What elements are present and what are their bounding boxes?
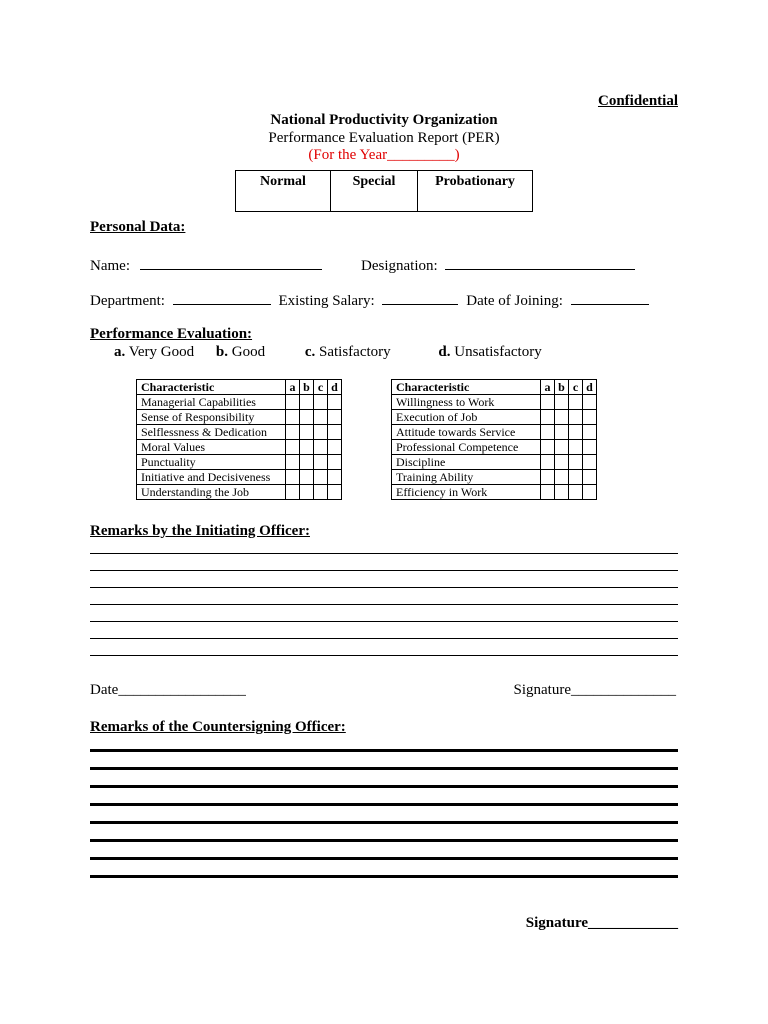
evaluation-table-left: [136, 379, 342, 500]
report-type-box: [235, 170, 533, 212]
scale-letter-a: a.: [114, 344, 126, 360]
grade-cell-c[interactable]: [569, 485, 583, 500]
characteristic-name: Professional Competence: [392, 440, 541, 455]
countersigning-remarks-line-1[interactable]: [90, 749, 678, 752]
grade-header-a: a: [541, 380, 555, 395]
grade-cell-a[interactable]: [541, 470, 555, 485]
grade-header-c: c: [314, 380, 328, 395]
grade-cell-d[interactable]: [583, 455, 597, 470]
table-row: [392, 425, 597, 440]
grade-cell-a[interactable]: [541, 395, 555, 410]
personal-data-heading: Personal Data:: [90, 219, 186, 235]
grade-cell-d[interactable]: [583, 425, 597, 440]
salary-field[interactable]: [382, 290, 458, 305]
grade-cell-a[interactable]: [541, 440, 555, 455]
grade-cell-d[interactable]: [583, 410, 597, 425]
designation-label: Designation:: [361, 258, 438, 274]
table-row: [137, 410, 342, 425]
grade-cell-a[interactable]: [286, 440, 300, 455]
grade-cell-b[interactable]: [300, 395, 314, 410]
countersigning-remarks-line-6[interactable]: [90, 839, 678, 842]
initiating-remarks-line-4[interactable]: [90, 604, 678, 605]
grade-cell-b[interactable]: [300, 485, 314, 500]
grade-cell-b[interactable]: [555, 470, 569, 485]
department-row: [90, 290, 649, 310]
grade-cell-a[interactable]: [541, 410, 555, 425]
table-row: [392, 470, 597, 485]
scale-label-c: Satisfactory: [319, 344, 391, 360]
evaluation-heading: Performance Evaluation:: [90, 326, 253, 342]
grade-cell-c[interactable]: [314, 485, 328, 500]
grade-header-b: b: [300, 380, 314, 395]
scale-label-b: Good: [231, 344, 266, 360]
initiating-remarks-line-2[interactable]: [90, 570, 678, 571]
report-title: Performance Evaluation Report (PER): [268, 130, 500, 146]
table-header-row: [392, 380, 597, 395]
characteristic-name: Moral Values: [137, 440, 286, 455]
department-label: Department:: [90, 293, 165, 309]
characteristic-header: Characteristic: [137, 380, 286, 395]
grade-header-d: d: [328, 380, 342, 395]
countersigning-remarks-line-7[interactable]: [90, 857, 678, 860]
table-row: [392, 440, 597, 455]
grade-header-c: c: [569, 380, 583, 395]
grade-cell-b[interactable]: [555, 425, 569, 440]
joining-label: Date of Joining:: [466, 293, 563, 309]
name-row: [90, 255, 322, 275]
initiating-remarks-line-6[interactable]: [90, 638, 678, 639]
grade-cell-a[interactable]: [286, 470, 300, 485]
countersigning-remarks-line-8[interactable]: [90, 875, 678, 878]
grade-cell-d[interactable]: [328, 440, 342, 455]
characteristic-header: Characteristic: [392, 380, 541, 395]
report-type-normal[interactable]: Normal: [236, 171, 331, 211]
grade-cell-b[interactable]: [555, 455, 569, 470]
name-label: Name:: [90, 258, 130, 274]
grade-cell-d[interactable]: [583, 395, 597, 410]
initiating-remarks-line-5[interactable]: [90, 621, 678, 622]
grade-cell-c[interactable]: [569, 395, 583, 410]
grade-cell-a[interactable]: [541, 425, 555, 440]
grade-cell-d[interactable]: [583, 440, 597, 455]
grade-cell-d[interactable]: [328, 455, 342, 470]
characteristic-name: Attitude towards Service: [392, 425, 541, 440]
report-type-probationary[interactable]: Probationary: [435, 174, 515, 189]
joining-field[interactable]: [571, 290, 649, 305]
grade-cell-c[interactable]: [569, 470, 583, 485]
characteristic-name: Willingness to Work: [392, 395, 541, 410]
grade-cell-c[interactable]: [569, 410, 583, 425]
countersigning-remarks-line-2[interactable]: [90, 767, 678, 770]
characteristic-name: Training Ability: [392, 470, 541, 485]
characteristic-name: Initiative and Decisiveness: [137, 470, 286, 485]
grade-cell-d[interactable]: [328, 485, 342, 500]
table-row: [137, 455, 342, 470]
table-row: [137, 470, 342, 485]
table-row: [392, 395, 597, 410]
confidential-label: Confidential: [597, 93, 678, 109]
evaluation-table-right: [391, 379, 597, 500]
grade-cell-b[interactable]: [300, 455, 314, 470]
characteristic-name: Execution of Job: [392, 410, 541, 425]
table-row: [137, 395, 342, 410]
characteristic-name: Punctuality: [137, 455, 286, 470]
initiating-remarks-line-1[interactable]: [90, 553, 678, 554]
grade-cell-b[interactable]: [555, 440, 569, 455]
scale-label-a: Very Good: [128, 344, 195, 360]
designation-field[interactable]: [445, 255, 635, 270]
scale-letter-c: c.: [304, 344, 316, 360]
grade-cell-b[interactable]: [300, 410, 314, 425]
initiating-remarks-heading: Remarks by the Initiating Officer:: [90, 523, 310, 539]
grading-scale: [114, 344, 542, 361]
grade-cell-d[interactable]: [583, 485, 597, 500]
table-row: [137, 440, 342, 455]
grade-cell-a[interactable]: [541, 485, 555, 500]
table-row: [392, 455, 597, 470]
grade-cell-d[interactable]: [328, 410, 342, 425]
organization-name: National Productivity Organization: [270, 112, 498, 128]
table-row: [392, 410, 597, 425]
countersigning-remarks-line-5[interactable]: [90, 821, 678, 824]
table-row: [392, 485, 597, 500]
characteristic-name: Efficiency in Work: [392, 485, 541, 500]
grade-cell-b[interactable]: [555, 485, 569, 500]
initiating-signature[interactable]: Signature______________: [513, 682, 676, 698]
table-row: [137, 425, 342, 440]
scale-label-d: Unsatisfactory: [454, 344, 542, 360]
grade-cell-c[interactable]: [314, 410, 328, 425]
characteristic-name: Discipline: [392, 455, 541, 470]
grade-cell-b[interactable]: [300, 470, 314, 485]
grade-cell-a[interactable]: [286, 455, 300, 470]
name-field[interactable]: [140, 255, 322, 270]
grade-cell-b[interactable]: [555, 410, 569, 425]
grade-cell-a[interactable]: [286, 395, 300, 410]
grade-cell-d[interactable]: [328, 425, 342, 440]
grade-cell-c[interactable]: [314, 395, 328, 410]
grade-cell-d[interactable]: [328, 395, 342, 410]
characteristic-name: Managerial Capabilities: [137, 395, 286, 410]
grade-cell-c[interactable]: [569, 425, 583, 440]
designation-row: [361, 255, 635, 275]
scale-letter-b: b.: [215, 344, 228, 360]
grade-cell-c[interactable]: [569, 440, 583, 455]
grade-header-a: a: [286, 380, 300, 395]
salary-label: Existing Salary:: [278, 293, 375, 309]
initiating-remarks-line-7[interactable]: [90, 655, 678, 656]
table-header-row: [137, 380, 342, 395]
characteristic-name: Selflessness & Dedication: [137, 425, 286, 440]
countersigning-remarks-line-4[interactable]: [90, 803, 678, 806]
grade-cell-c[interactable]: [314, 455, 328, 470]
grade-cell-a[interactable]: [286, 425, 300, 440]
initiating-date[interactable]: Date_________________: [90, 682, 246, 698]
initiating-remarks-line-3[interactable]: [90, 587, 678, 588]
report-type-special[interactable]: Special: [331, 171, 418, 211]
grade-cell-a[interactable]: [286, 410, 300, 425]
grade-cell-d[interactable]: [583, 470, 597, 485]
grade-header-d: d: [583, 380, 597, 395]
grade-cell-c[interactable]: [314, 470, 328, 485]
countersigning-remarks-heading: Remarks of the Countersigning Officer:: [90, 719, 346, 735]
countersigning-remarks-line-3[interactable]: [90, 785, 678, 788]
grade-cell-d[interactable]: [328, 470, 342, 485]
grade-cell-c[interactable]: [314, 440, 328, 455]
characteristic-name: Understanding the Job: [137, 485, 286, 500]
characteristic-name: Sense of Responsibility: [137, 410, 286, 425]
grade-cell-b[interactable]: [555, 395, 569, 410]
grade-header-b: b: [555, 380, 569, 395]
department-field[interactable]: [173, 290, 271, 305]
grade-cell-c[interactable]: [314, 425, 328, 440]
countersigning-signature[interactable]: Signature____________: [525, 915, 678, 931]
grade-cell-a[interactable]: [286, 485, 300, 500]
grade-cell-b[interactable]: [300, 440, 314, 455]
table-row: [137, 485, 342, 500]
grade-cell-a[interactable]: [541, 455, 555, 470]
scale-letter-d: d.: [438, 344, 451, 360]
year-line: (For the Year_________): [308, 147, 460, 163]
grade-cell-b[interactable]: [300, 425, 314, 440]
grade-cell-c[interactable]: [569, 455, 583, 470]
